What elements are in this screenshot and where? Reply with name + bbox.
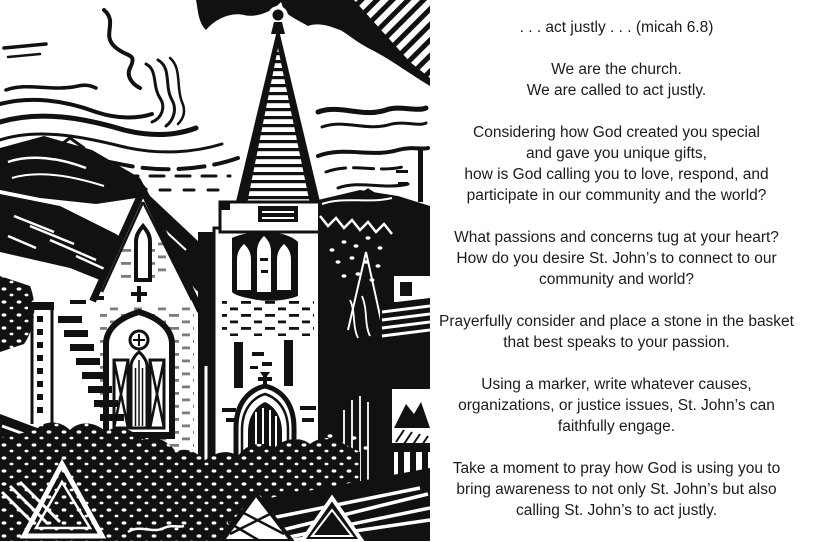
paragraph: Using a marker, write whatever causes, organizations, or justice issues, St. John’s can faithfully engage. xyxy=(458,376,775,435)
sky-clouds xyxy=(4,0,430,127)
paragraph: Prayerfully consider and place a stone in the basket that best speaks to your passion. xyxy=(439,313,794,351)
flyer-title: . . . act justly . . . (micah 6.8) xyxy=(519,19,714,36)
tower-and-spire xyxy=(198,6,332,470)
paragraph: Take a moment to pray how God is using you to bring awareness to not only St. John’s but also calling St. John’s to act justly. xyxy=(452,460,781,519)
paragraph: We are the church. We are called to act justly. xyxy=(526,61,707,99)
reflection-text-column xyxy=(420,6,813,542)
paragraph: Considering how God created you special and gave you unique gifts, how is God calling you to love, respond, and participate in our community and the world? xyxy=(464,124,769,204)
paragraph: What passions and concerns tug at your heart? How do you desire St. John’s to connect to our community and world? xyxy=(454,229,779,288)
text-paragraphs xyxy=(420,59,813,521)
gable-lancet-window xyxy=(136,226,150,280)
